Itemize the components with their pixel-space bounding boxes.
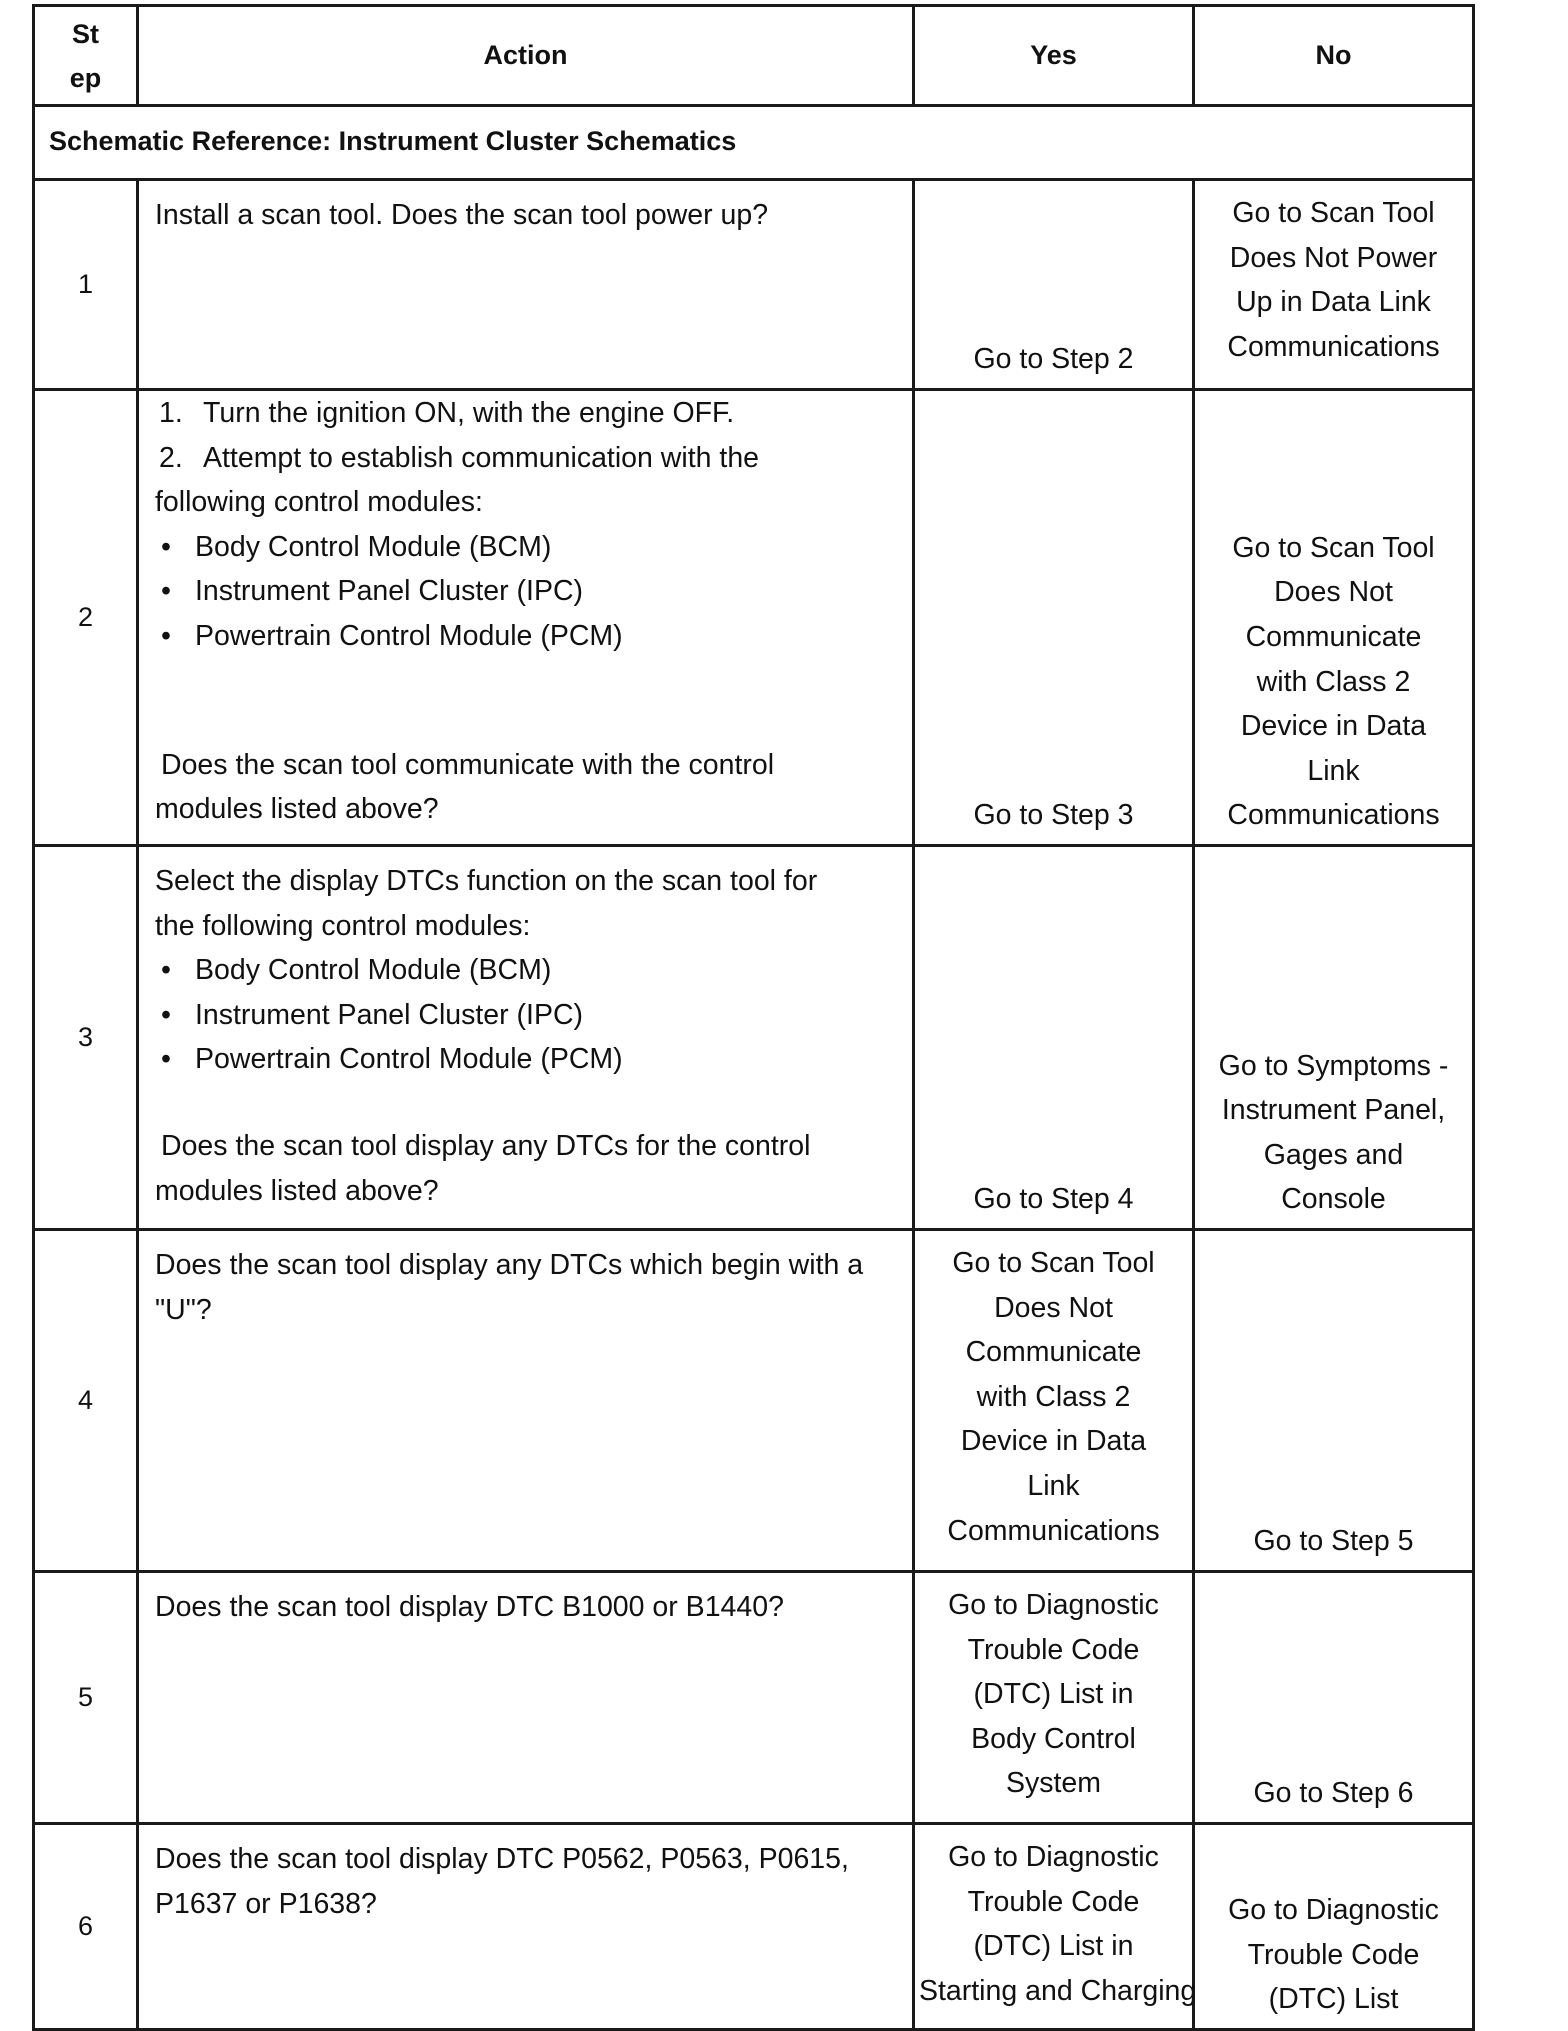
column-header-yes: Yes [914, 6, 1194, 106]
yes-cell: Go to Diagnostic Trouble Code (DTC) List in Body Control System [914, 1572, 1194, 1824]
column-header-step: St ep [34, 6, 138, 106]
action-cell: Does the scan tool display DTC P0562, P0563, P0615, P1637 or P1638? [138, 1824, 914, 2030]
table-row [34, 1572, 1474, 1824]
table-row [34, 1824, 1474, 2030]
bullet-icon: • [161, 954, 171, 987]
no-cell: Go to Scan Tool Does Not Communicate with Class 2 Device in Data Link Communications [1194, 390, 1474, 846]
list-item: 2. Attempt to establish communication with the [159, 441, 760, 474]
step-number: 4 [34, 1230, 138, 1572]
schematic-reference: Schematic Reference: Instrument Cluster Schematics [34, 106, 1474, 180]
yes-cell: Go to Diagnostic Trouble Code (DTC) List in Starting and Charging [914, 1824, 1194, 2030]
action-cell [138, 180, 914, 390]
step-number: 3 [34, 846, 138, 1230]
bullet-icon: • [161, 619, 171, 652]
step-number: 2 [34, 390, 138, 846]
list-item: • Powertrain Control Module (PCM) [155, 614, 902, 659]
yes-cell: Go to Step 3 [914, 390, 1194, 846]
action-cell: 1. Turn the ignition ON, with the engine OFF. 2. Attempt to establish communication with the following control modules: • Body Control Module (BCM) • Instrument Panel Cluster (IPC) • Powertrain Control Module (PCM) Does the scan tool communicate with the control modules listed above? [138, 390, 914, 846]
list-item: • Instrument Panel Cluster (IPC) [155, 569, 902, 614]
action-cell: Does the scan tool display DTC B1000 or B1440? [138, 1572, 914, 1824]
table-row [34, 180, 1474, 390]
header-row [34, 6, 1474, 106]
schematic-reference-row [34, 106, 1474, 180]
column-header-no: No [1194, 6, 1474, 106]
list-item: • Powertrain Control Module (PCM) [155, 1037, 902, 1082]
list-item: • Instrument Panel Cluster (IPC) [155, 993, 902, 1038]
no-cell: Go to Symptoms - Instrument Panel, Gages and Console [1194, 846, 1474, 1230]
step-number: 5 [34, 1572, 138, 1824]
yes-cell: Go to Step 2 [914, 180, 1194, 390]
bullet-icon: • [161, 1043, 171, 1076]
action-cell: Does the scan tool display any DTCs which begin with a "U"? [138, 1230, 914, 1572]
table-row [34, 390, 1474, 846]
table-row [34, 846, 1474, 1230]
list-item: 1. Turn the ignition ON, with the engine OFF. [159, 397, 735, 429]
bullet-icon: • [161, 998, 171, 1031]
column-header-action: Action [138, 6, 914, 106]
action-cell: Select the display DTCs function on the scan tool for the following control modules: • Body Control Module (BCM) • Instrument Panel Cluster (IPC) • Powertrain Control Module (PCM) Does the scan tool display any DTCs for the control modules listed above? [138, 846, 914, 1230]
bullet-icon: • [161, 530, 171, 563]
table-row [34, 1230, 1474, 1572]
action-text: Install a scan tool. Does the scan tool power up? [155, 199, 769, 231]
yes-cell: Go to Step 4 [914, 846, 1194, 1230]
no-cell: Go to Step 5 [1194, 1230, 1474, 1572]
step-number: 1 [34, 180, 138, 390]
no-cell: Go to Step 6 [1194, 1572, 1474, 1824]
no-cell: Go to Diagnostic Trouble Code (DTC) List [1194, 1824, 1474, 2030]
bullet-icon: • [161, 575, 171, 608]
yes-cell: Go to Scan Tool Does Not Communicate with Class 2 Device in Data Link Communications [914, 1230, 1194, 1572]
step-number: 6 [34, 1824, 138, 2030]
list-item: • Body Control Module (BCM) [155, 948, 902, 993]
list-item: • Body Control Module (BCM) [155, 525, 902, 570]
diagnostic-table [32, 4, 1475, 2031]
no-cell: Go to Scan Tool Does Not Power Up in Data Link Communications [1194, 180, 1474, 390]
